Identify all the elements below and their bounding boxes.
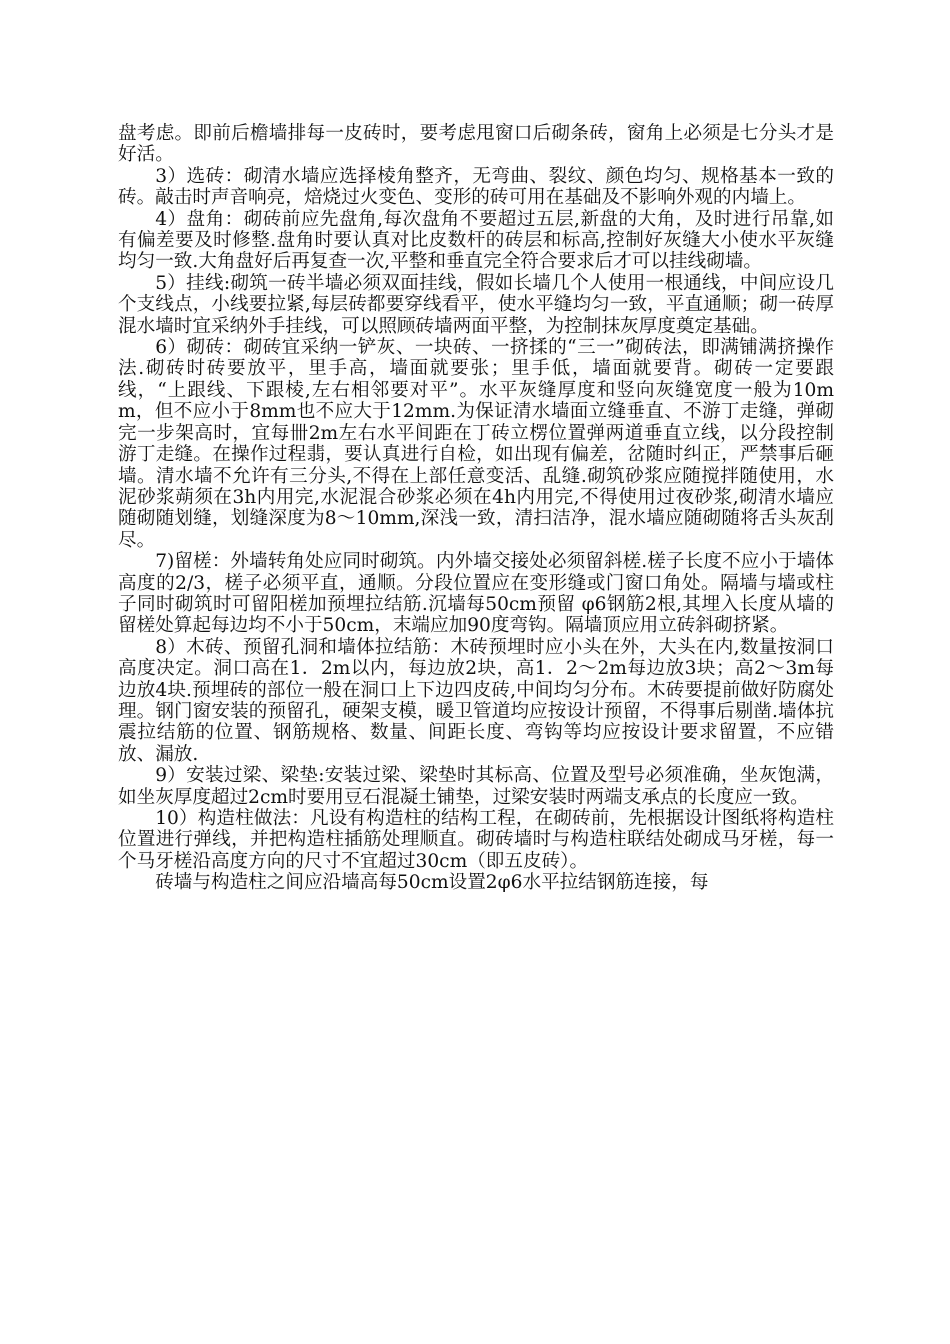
paragraph-corner-laying: 4）盘角：砌砖前应先盘角,每次盘角不要超过五层,新盘的大角，及时进行吊靠,如有偏差要及时修整.盘角时要认真对比皮数杆的砖层和标高,控制好灰缝大小使水平灰缝均匀一致.大角盘好后再复查一次,平整和垂直完全符合要求后才可以挂线砌墙。	[118, 208, 834, 273]
paragraph-toothing: 7)留槎：外墙转角处应同时砌筑。内外墙交接处必须留斜槎.槎子长度不应小于墙体高度的2/3，槎子必须平直，通顺。分段位置应在变形缝或门窗口角处。隔墙与墙或柱子同时砌筑时可留阳槎加预埋拉结筋.沉墙每50cm预留 φ6钢筋2根,其埋入长度从墙的留槎处算起每边均不小于50cm，末端应加90度弯钩。隔墙顶应用立砖斜砌挤紧。	[118, 551, 834, 637]
document-body	[118, 123, 834, 894]
paragraph-line-hanging: 5）挂线:砌筑一砖半墙必须双面挂线，假如长墙几个人使用一根通线，中间应设几个支线点，小线要拉紧,每层砖都要穿线看平，使水平缝均匀一致，平直通顺；砌一砖厚混水墙时宜采纳外手挂线，可以照顾砖墙两面平整，为控制抹灰厚度奠定基础。	[118, 272, 834, 337]
paragraph-wood-bricks: 8）木砖、预留孔洞和墙体拉结筋：木砖预埋时应小头在外，大头在内,数量按洞口高度决定。洞口高在1．2m以内，每边放2块，高1．2～2m每边放3块；高2～3m每边放4块.预埋砖的部位一般在洞口上下边四皮砖,中间均匀分布。木砖要提前做好防腐处理。钢门窗安装的预留孔，硬架支模，暖卫管道均应按设计预留，不得事后剔凿.墙体抗震拉结筋的位置、钢筋规格、数量、间距长度、弯钩等均应按设计要求留置，不应错放、漏放.	[118, 636, 834, 765]
paragraph-lintels: 9）安装过梁、梁垫:安装过梁、梁垫时其标高、位置及型号必须准确，坐灰饱满，如坐灰厚度超过2cm时要用豆石混凝土铺垫，过梁安装时两端支承点的长度应一致。	[118, 765, 834, 808]
paragraph-structural-columns: 10）构造柱做法：凡设有构造柱的结构工程，在砌砖前，先根据设计图纸将构造柱位置进行弹线，并把构造柱插筋处理顺直。砌砖墙时与构造柱联结处砌成马牙槎，每一个马牙槎沿高度方向的尺寸不宜超过30cm（即五皮砖）。	[118, 808, 834, 872]
paragraph-tie-bars: 砖墙与构造柱之间应沿墙高每50cm设置2φ6水平拉结钢筋连接，每	[155, 872, 709, 894]
paragraph-brick-selection: 3）选砖：砌清水墙应选择棱角整齐，无弯曲、裂纹、颜色均匀、规格基本一致的砖。敲击时声音响亮，焙烧过火变色、变形的砖可用在基础及不影响外观的内墙上。	[118, 165, 834, 209]
paragraph-bricklaying: 6）砌砖：砌砖宜采纳一铲灰、一块砖、一挤揉的“三一”砌砖法，即满铺满挤操作法.砌砖时砖要放平，里手高，墙面就要张；里手低，墙面就要背。砌砖一定要跟线，“上跟线、下跟棱,左右相邻要对平”。水平灰缝厚度和竖向灰缝宽度一般为10mm，但不应小于8mm也不应大于12mm.为保证清水墙面立缝垂直、不游丁走缝，弹砌完一步架高时，宜每卌2m左右水平间距在丁砖立楞位置弹两道垂直立线，以分段控制游丁走缝。在操作过程翡，要认真进行自检，如出现有偏差，岔随时纠正，严禁事后砸墙。清水墙不允许有三分头,不得在上部任意变活、乱缝.砌筑砂浆应随搅拌随使用，水泥砂浆蒴须在3h内用完,水泥混合砂浆必须在4h内用完,不得使用过夜砂浆,砌清水墙应随砌随划缝，划缝深度为8～10mm,深浅一致，清扫洁净，混水墙应随砌随将舌头灰刮尽。	[118, 337, 834, 551]
paragraph-continuation: 盘考虑。即前后檐墙排每一皮砖时，要考虑甩窗口后砌条砖，窗角上必须是七分头才是好活。	[118, 123, 834, 166]
